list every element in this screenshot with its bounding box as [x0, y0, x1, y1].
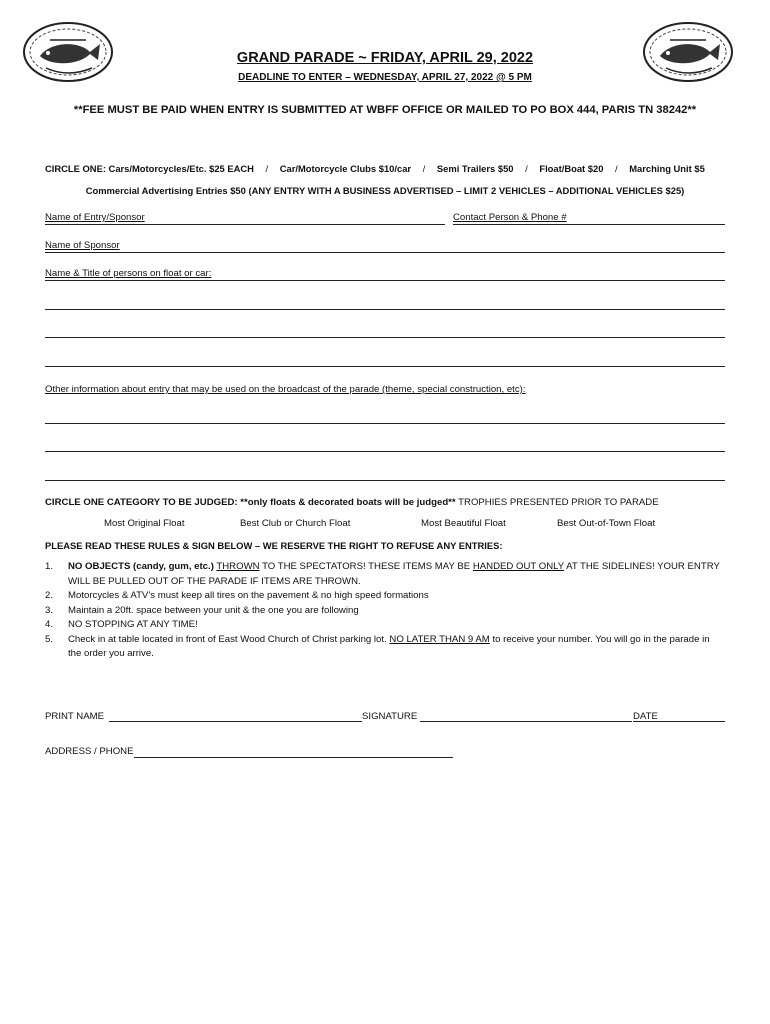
- date-field[interactable]: [633, 721, 725, 722]
- sponsor-label: Name of Sponsor: [45, 240, 120, 251]
- category-best-club[interactable]: Best Club or Church Float: [240, 518, 351, 529]
- rule-number: 5.: [45, 633, 54, 645]
- category-most-beautiful[interactable]: Most Beautiful Float: [421, 518, 506, 529]
- contact-field[interactable]: [453, 224, 725, 225]
- rule-item: [45, 604, 725, 619]
- other-info-field-line[interactable]: [45, 423, 725, 424]
- persons-field[interactable]: [45, 280, 725, 281]
- rule-text: NO OBJECTS (candy, gum, etc.): [68, 561, 214, 572]
- rule-text: AT THE SIDELINES! YOUR ENTRY WILL BE PULLED OUT OF THE PARADE IF ITEMS ARE THROWN.: [68, 561, 720, 587]
- address-phone-field[interactable]: [134, 757, 453, 758]
- persons-field-line[interactable]: [45, 337, 725, 338]
- rule-item: [45, 560, 725, 589]
- signature-field[interactable]: [420, 721, 632, 722]
- entry-sponsor-label: Name of Entry/Sponsor: [45, 212, 145, 223]
- rule-text: Motorcycles & ATV’s must keep all tires on the pavement & no high speed formations: [68, 590, 429, 601]
- fee-option-clubs[interactable]: Car/Motorcycle Clubs $10/car: [279, 163, 412, 174]
- judging-lead: CIRCLE ONE CATEGORY TO BE JUDGED:: [45, 497, 238, 508]
- rule-text: NO STOPPING AT ANY TIME!: [68, 619, 198, 630]
- rule-text: THROWN: [216, 561, 260, 572]
- separator: /: [265, 163, 269, 174]
- date-label: DATE: [633, 711, 658, 722]
- sponsor-field[interactable]: [45, 252, 725, 253]
- rules-heading: PLEASE READ THESE RULES & SIGN BELOW – WE RESERVE THE RIGHT TO REFUSE ANY ENTRIES:: [45, 540, 503, 551]
- rule-text: Check in at table located in front of East Wood Church of Christ parking lot.: [68, 633, 387, 645]
- fee-option-semi[interactable]: Semi Trailers $50: [436, 163, 514, 174]
- rule-item: [45, 633, 725, 662]
- rule-number: 3.: [45, 604, 54, 616]
- fee-option-commercial[interactable]: Commercial Advertising Entries $50 (ANY ENTRY WITH A BUSINESS ADVERTISED – LIMIT 2 VEHICLES – ADDITIONAL VEHICLES $25): [85, 185, 685, 196]
- rule-number: 1.: [45, 561, 54, 572]
- judging-row: [45, 497, 659, 508]
- fee-option-cars[interactable]: Cars/Motorcycles/Etc. $25 EACH: [108, 163, 254, 174]
- persons-field-line[interactable]: [45, 309, 725, 310]
- rule-item: [45, 589, 725, 604]
- fee-notice: **FEE MUST BE PAID WHEN ENTRY IS SUBMITTED AT WBFF OFFICE OR MAILED TO PO BOX 444, PARIS TN 38242**: [73, 104, 697, 116]
- address-phone-label: ADDRESS / PHONE: [45, 746, 134, 757]
- persons-label: Name & Title of persons on float or car:: [45, 268, 212, 279]
- rule-text: to receive your number. You will go in the parade in the order you arrive.: [68, 633, 710, 659]
- deadline-notice: DEADLINE TO ENTER – WEDNESDAY, APRIL 27, 2022 @ 5 PM: [238, 72, 532, 83]
- other-info-field-line[interactable]: [45, 451, 725, 452]
- print-name-label: PRINT NAME: [45, 711, 104, 722]
- judging-note: **only floats & decorated boats will be judged**: [240, 497, 456, 508]
- rule-text: TO THE SPECTATORS! THESE ITEMS MAY BE: [262, 561, 471, 572]
- persons-field-line[interactable]: [45, 366, 725, 367]
- rule-number: 2.: [45, 590, 54, 601]
- other-info-label: Other information about entry that may be used on the broadcast of the parade (theme, special construction, etc):: [45, 384, 526, 395]
- separator: /: [615, 163, 618, 174]
- fee-options-row: [45, 163, 735, 174]
- rule-item: [45, 618, 725, 633]
- separator: /: [422, 163, 426, 174]
- rule-number: 4.: [45, 619, 54, 630]
- rule-text: NO LATER THAN 9 AM: [389, 633, 490, 645]
- other-info-field-line[interactable]: [45, 480, 725, 481]
- category-out-of-town[interactable]: Best Out-of-Town Float: [557, 518, 656, 529]
- page-title: GRAND PARADE ~ FRIDAY, APRIL 29, 2022: [236, 50, 534, 66]
- fee-options-lead: CIRCLE ONE:: [45, 163, 106, 174]
- fee-option-marching[interactable]: Marching Unit $5: [629, 163, 705, 174]
- rule-text: HANDED OUT ONLY: [472, 561, 564, 572]
- contact-label: Contact Person & Phone #: [453, 212, 567, 223]
- separator: /: [525, 163, 528, 174]
- print-name-field[interactable]: [109, 721, 362, 722]
- category-most-original[interactable]: Most Original Float: [104, 518, 185, 529]
- fee-option-float[interactable]: Float/Boat $20: [539, 163, 604, 174]
- rule-text: Maintain a 20ft. space between your unit & the one you are following: [68, 604, 359, 616]
- entry-sponsor-field[interactable]: [45, 224, 445, 225]
- rules-list: [45, 560, 725, 662]
- trophies-note: TROPHIES PRESENTED PRIOR TO PARADE: [458, 497, 659, 508]
- signature-label: SIGNATURE: [362, 711, 418, 722]
